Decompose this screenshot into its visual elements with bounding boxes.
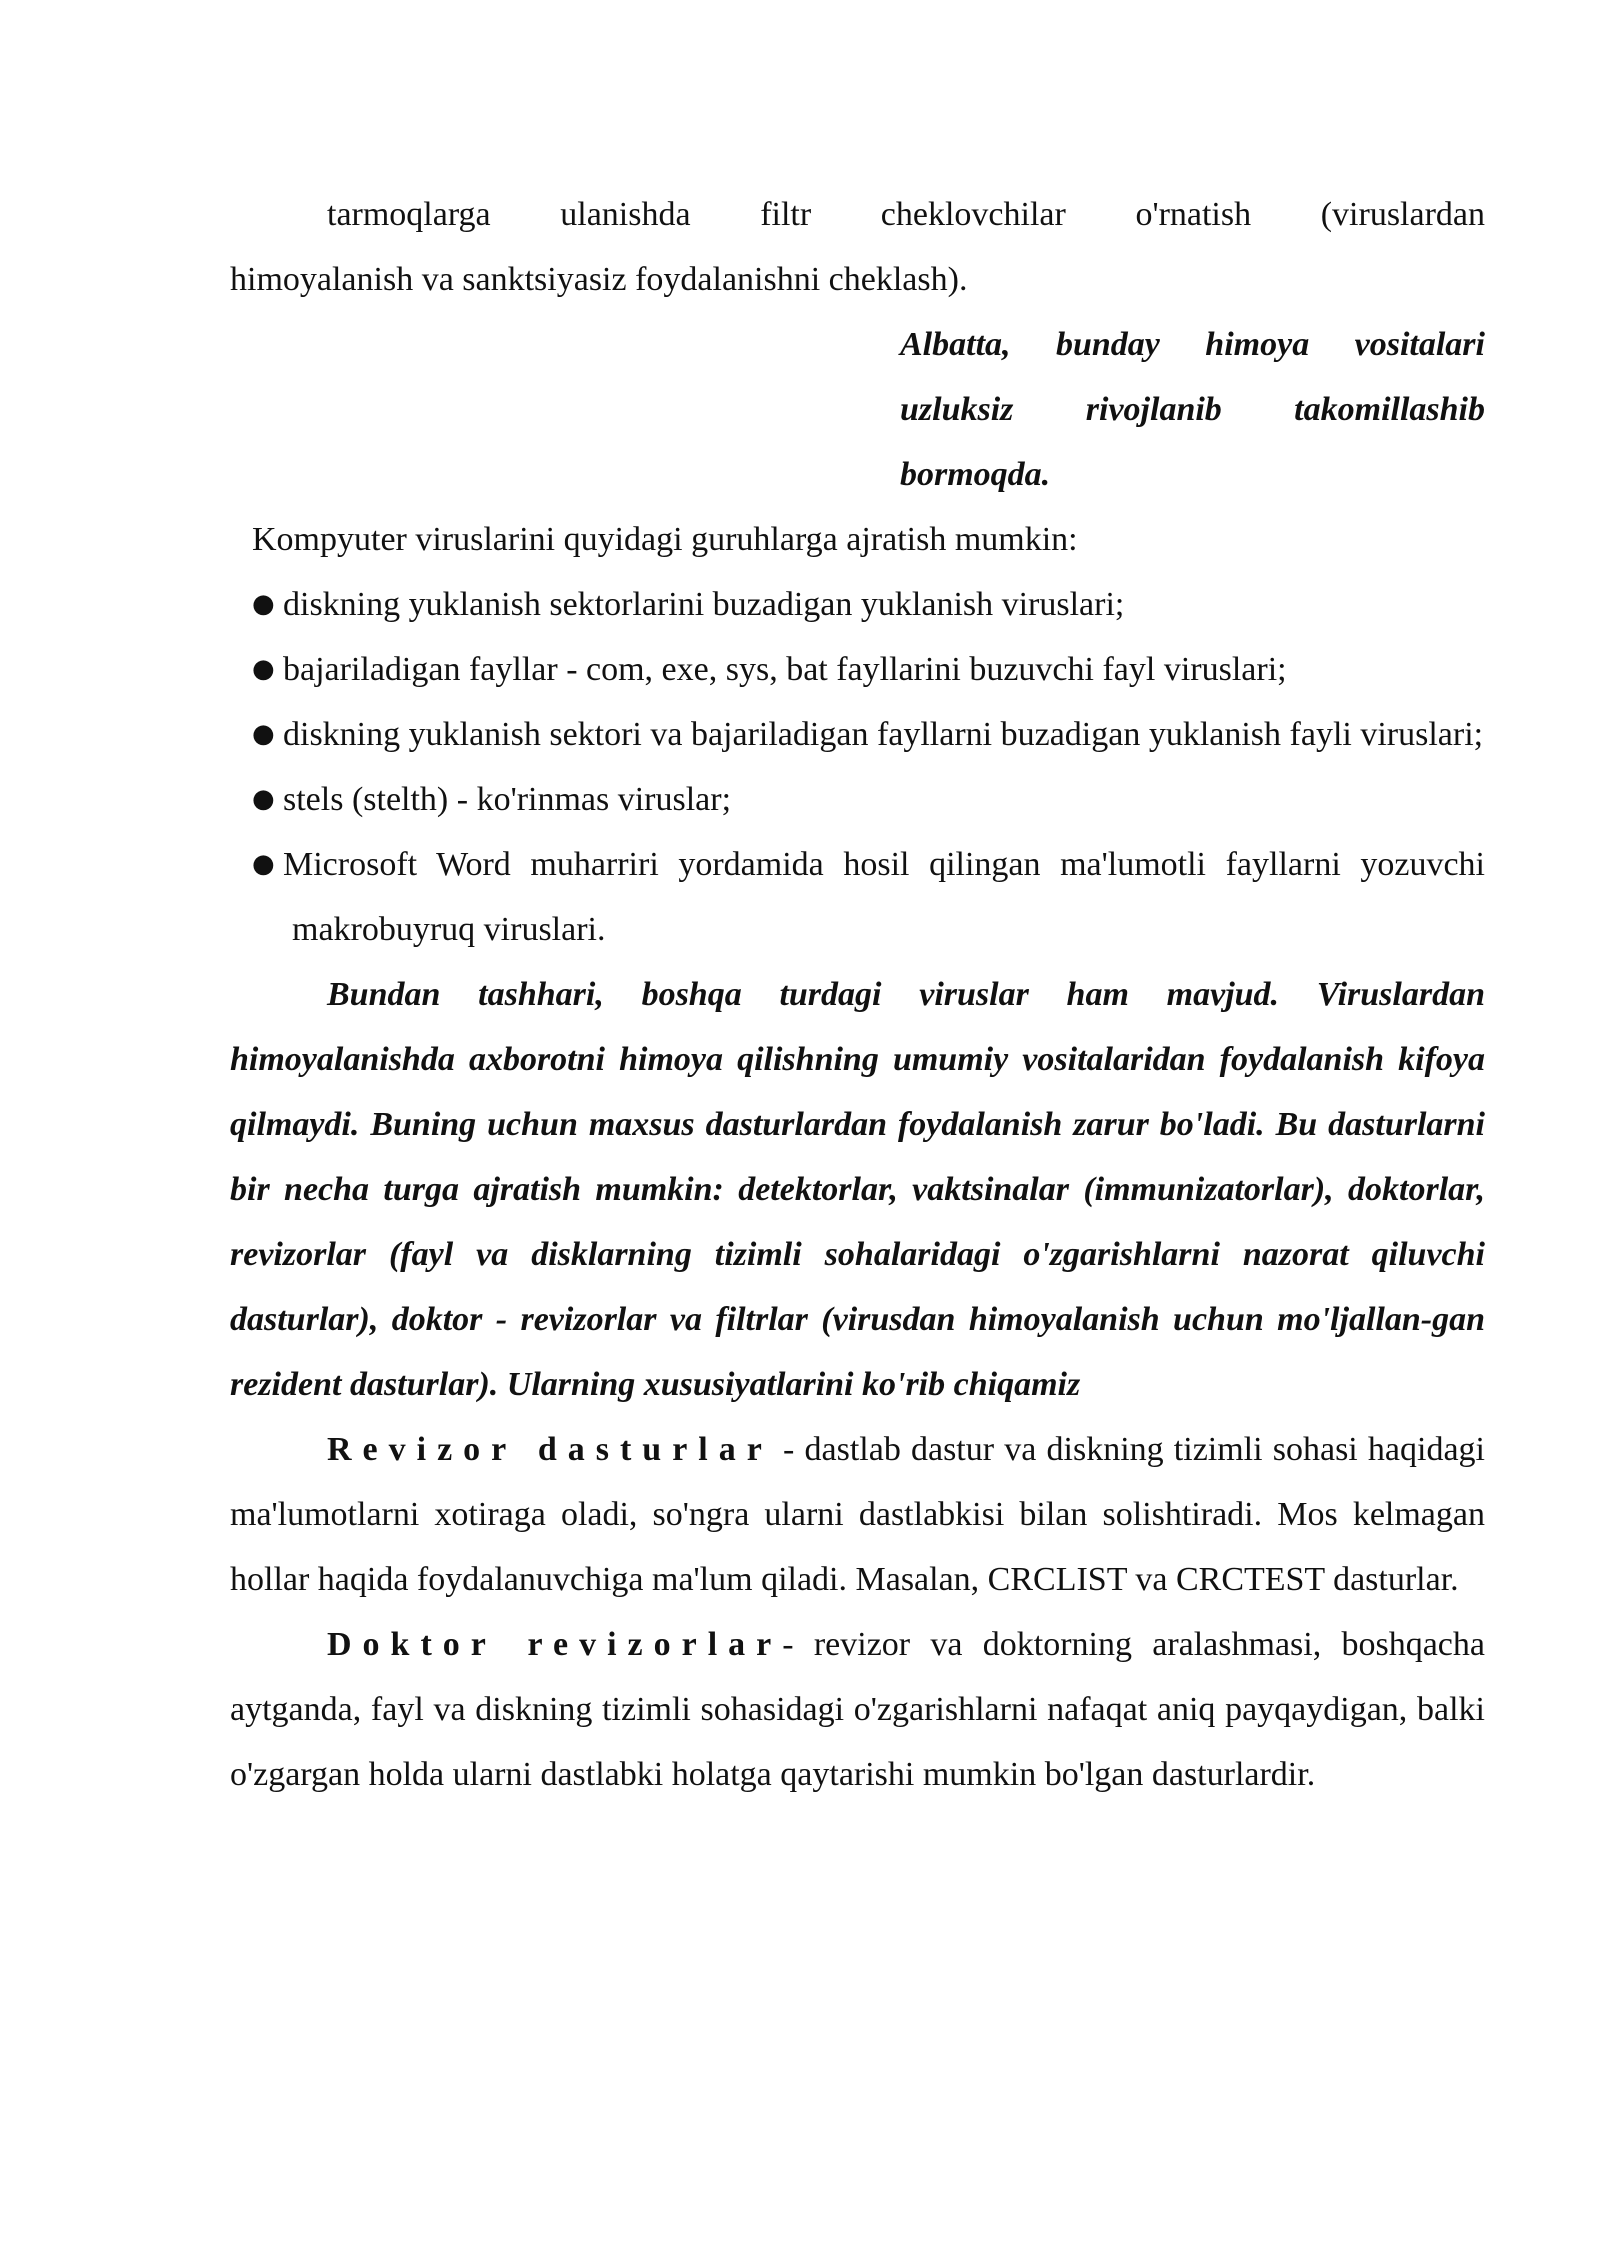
doktor-revizor-definition: - revizor va doktorning aralashmasi, boshqacha aytganda, fayl va diskning tizimli sohasidagi o'zgarishlarni nafaqat aniq payqaydigan, balki o'zgargan holda ularni dastlabki holatga qaytarishi mumkin bo'lgan dasturlardir. [230,1626,1485,1793]
filters-paragraph-line-2: himoyalanish va sanktsiyasiz foydalanishni cheklash). [230,261,968,298]
list-item [230,702,1485,767]
side-note-line-1: Albatta, bunday himoya vositalari [900,326,1485,363]
revizor-definition: - dastlab dastur va diskning tizimli sohasi haqidagi ma'lumotlarni xotiraga oladi, so'ngra ularni dastlabkisi bilan solishtiradi. Mos kelmagan hollar haqida foydalanuvchiga ma'lum qiladi. Masalan, CRCLIST va CRCTEST dasturlar. [230,1431,1485,1598]
virus-groups-intro: Kompyuter viruslarini quyidagi guruhlarga ajratish mumkin: [252,521,1078,558]
bullet-icon: ● [252,784,275,814]
list-item [230,832,1485,962]
side-note-line-3: bormoqda. [900,456,1051,493]
revizor-term: Revizor dasturlar [327,1431,773,1468]
list-item-text: Microsoft Word muharriri yordamida hosil qilingan ma'lumotli fayllarni yozuvchi makrobuyruq viruslari. [283,846,1485,948]
bullet-icon: ● [252,589,275,619]
bullet-icon: ● [252,719,275,749]
filters-paragraph [230,182,1485,312]
doktor-revizor-term: Doktor revizorlar [327,1626,783,1663]
list-item [230,637,1485,702]
filters-paragraph-line-1: tarmoqlarga ulanishda filtr cheklovchilar o'rnatish (viruslardan [327,196,1485,233]
list-item [230,767,1485,832]
list-item-text: diskning yuklanish sektorlarini buzadigan yuklanish viruslari; [283,586,1125,623]
other-viruses-paragraph: Bundan tashhari, boshqa turdagi viruslar ham mavjud. Viruslardan himoyalanishda axborotni himoya qilishning umumiy vositalaridan foydalanish kifoya qilmaydi. Buning uchun maxsus dasturlardan foydalanish zarur bo'ladi. Bu dasturlarni bir necha turga ajratish mumkin: detektorlar, vaktsinalar (immunizatorlar), doktorlar, revizorlar (fayl va disklarning tizimli sohalaridagi o'zgarishlarni nazorat qiluvchi dasturlar), doktor - revizorlar va filtrlar (virusdan himoyalanish uchun mo'ljallan-gan rezident dasturlar). Ularning xususiyatlarini ko'rib chiqamiz [230,976,1485,1403]
list-item-text: diskning yuklanish sektori va bajariladigan fayllarni buzadigan yuklanish fayli viruslari; [283,716,1484,753]
virus-groups-list [230,572,1485,962]
bullet-icon: ● [252,849,275,879]
document-page [230,182,1485,1807]
list-item-text: stels (stelth) - ko'rinmas viruslar; [283,781,732,818]
side-note [900,312,1485,507]
list-item-text: bajariladigan fayllar - com, exe, sys, bat fayllarini buzuvchi fayl viruslari; [283,651,1287,688]
revizor-paragraph [230,1417,1485,1612]
list-item [230,572,1485,637]
side-note-line-2: uzluksiz rivojlanib takomillashib [900,391,1485,428]
bullet-icon: ● [252,654,275,684]
doktor-revizor-paragraph [230,1612,1485,1807]
